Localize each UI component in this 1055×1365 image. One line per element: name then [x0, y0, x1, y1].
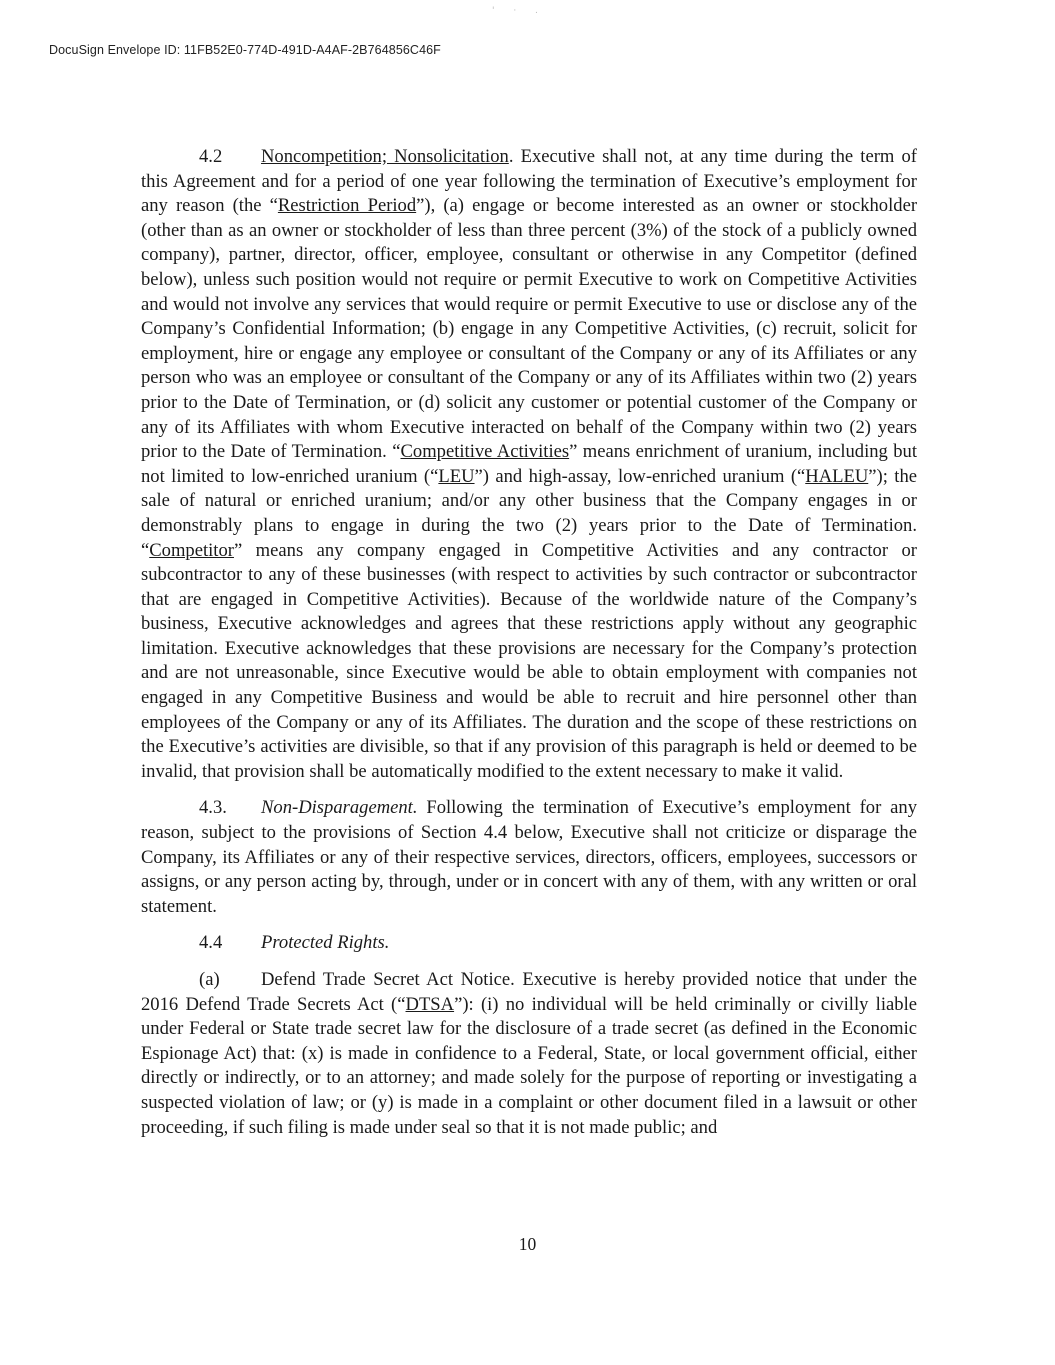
section-heading: Protected Rights.: [261, 932, 390, 954]
document-body: [141, 145, 917, 1140]
section-text: Following the termination of Executive’s employment for any reason, subject to the provisions of Section 4.4 below, Executive shall not criticize or disparage the Company, its Affiliates or any of their respective services, directors, officers, employees, successors or assigns, or any person acting by, through, under or in concert with any of them, with any written or oral statement.: [141, 797, 917, 917]
defined-term-haleu: HALEU: [805, 465, 869, 487]
section-number: 4.2: [199, 146, 223, 167]
scan-artifact: ' · .: [492, 6, 546, 16]
section-heading: Non-Disparagement.: [261, 797, 418, 819]
defined-term-leu: LEU: [438, 465, 475, 487]
section-text: ”): (i) no individual will be held criminally or civilly liable under Federal or State trade secret law for the disclosure of a trade secret (as defined in the Economic Espionage Act) that: (x) is made in confidence to a Federal, State, or local government official, either directly or indirectly, or to an attorney; and made solely for the purpose of reporting or investigating a suspected violation of law; or (y) is made in a complaint or other document filed in a lawsuit or other proceeding, if such filing is made under seal so that it is not made public; and: [141, 993, 917, 1138]
section-text: ” means enrichment of uranium, including but not limited to low-enriched uranium (“: [141, 441, 917, 487]
defined-term-competitor: Competitor: [149, 539, 234, 561]
section-text: ” means any company engaged in Competitive Activities and any contractor or subcontractor to any of these businesses (with respect to activities by such contractor or subcontractor that are engaged in Competitive Activities). Because of the worldwide nature of the Company’s business, Executive acknowledges and agrees that these restrictions apply without any geographic limitation. Executive acknowledges that these provisions are necessary for the Company’s protection and are not unreasonable, since Executive would be able to obtain employment with companies not engaged in any Competitive Business and would be able to recruit and hire personnel other than employees of the Company or any of its Affiliates. The duration and the scope of these restrictions on the Executive’s activities are divisible, so that if any provision of this paragraph is held or deemed to be invalid, that provision shall be automatically modified to the extent necessary to make it valid.: [141, 539, 917, 782]
section-text: ”), (a) engage or become interested as an owner or stockholder (other than as an owner or stockholder of less than three percent (3%) of the stock of a publicly owned company), partner, director, officer, employee, consultant or otherwise in any Competitor (defined below), unless such position would not require or permit Executive to work on Competitive Activities and would not involve any services that would require or permit Executive to use or disclose any of the Company’s Confidential Information; (b) engage in any Competitive Activities, (c) recruit, solicit for employment, hire or engage any employee or consultant of the Company or any of its Affiliates or any person who was an employee or consultant of the Company or any of its Affiliates within two (2) years prior to the Date of Termination, or (d) solicit any customer or potential customer of the Company or any of its Affiliates with whom Executive interacted on behalf of the Company within two (2) years prior to the Date of Termination. “: [141, 195, 918, 463]
section-4-4-a: [141, 968, 917, 1140]
section-text: ”) and high-assay, low-enriched uranium (“: [474, 465, 806, 487]
docusign-envelope-id: DocuSign Envelope ID: 11FB52E0-774D-491D-A4AF-2B764856C46F: [49, 43, 441, 57]
page-number: 10: [518, 1234, 537, 1254]
section-number: 4.3.: [199, 797, 227, 819]
defined-term-dtsa: DTSA: [405, 993, 455, 1015]
section-4-3: [141, 796, 917, 919]
subsection-number: (a): [199, 969, 220, 990]
section-text: Defend Trade Secret Act Notice. Executive is hereby provided notice that under the 2016 Defend Trade Secrets Act (“: [141, 969, 917, 1015]
section-4-2: [141, 145, 917, 784]
section-number: 4.4: [199, 932, 223, 954]
defined-term-restriction-period: Restriction Period: [277, 195, 417, 217]
section-4-4: [141, 931, 917, 956]
section-text: . Executive shall not, at any time during the term of this Agreement and for a period of one year following the termination of Executive’s employment for any reason (the “: [141, 146, 917, 217]
defined-term-competitive-activities: Competitive Activities: [400, 441, 570, 463]
section-heading: Noncompetition; Nonsolicitation: [261, 146, 509, 167]
section-text: ”); the sale of natural or enriched uranium; and/or any other business that the Company engages in or demonstrably plans to engage in during the two (2) years prior to the Date of Termination. “: [141, 465, 917, 561]
